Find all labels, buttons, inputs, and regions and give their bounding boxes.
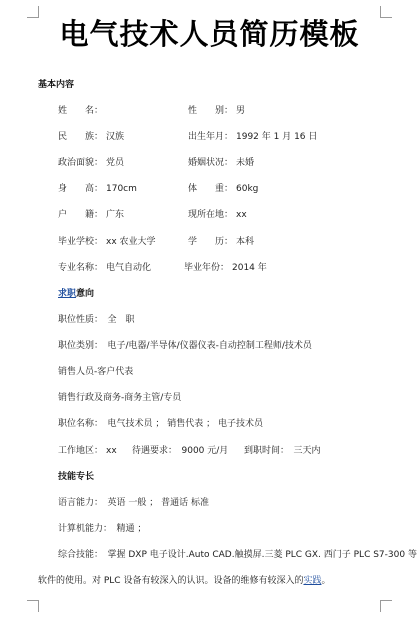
job-intent-heading-link[interactable]: 求职 [58, 289, 77, 299]
page-corner-mark-bottom-left [27, 600, 39, 612]
page-corner-mark-bottom-right [380, 600, 392, 612]
skill-overall-line-1: 综合技能： 掌握 DXP 电子设计.Auto CAD.触摸屏.三菱 PLC GX. 西门子 PLC S7-300 等 [58, 550, 417, 560]
label-education: 学 历： [188, 237, 234, 247]
job-category-sales-rep: 销售人员-客户代表 [58, 367, 134, 377]
label-household-registration: 户 籍： [58, 210, 104, 220]
value-household-registration: 广东 [106, 210, 125, 220]
section-heading-job-intent [58, 288, 94, 300]
label-birth-date: 出生年月： [188, 132, 234, 142]
work-area-value: xx [106, 446, 117, 456]
label-gender: 性 别： [188, 106, 234, 116]
skill-overall-end: 。 [321, 576, 331, 586]
job-nature: 职位性质： 全 职 [58, 315, 135, 325]
value-marital-status: 未婚 [236, 158, 255, 168]
salary-requirement: 待遇要求： 9000 元/月 [132, 446, 229, 456]
skill-overall-text: 软件的使用。对 PLC 设备有较深入的认识。设备的维修有较深入的 [38, 576, 304, 586]
label-weight: 体 重： [188, 184, 234, 194]
work-area-label: 工作地区： [58, 446, 104, 456]
value-major: 电气自动化 [106, 263, 152, 273]
value-political-status: 党员 [106, 158, 125, 168]
value-current-location: xx [236, 210, 247, 220]
label-political-status: 政治面貌： [58, 158, 104, 168]
available-start: 到职时间： 三天内 [244, 446, 321, 456]
job-intent-heading-rest: 意向 [76, 289, 95, 299]
label-height: 身 高： [58, 184, 104, 194]
skill-overall-line-2 [38, 575, 330, 587]
label-school: 毕业学校： [58, 237, 104, 247]
job-position-names: 职位名称： 电气技术员 ； 销售代表 ； 电子技术员 [58, 419, 263, 429]
value-gender: 男 [236, 106, 246, 116]
value-birth-date: 1992 年 1 月 16 日 [236, 132, 318, 142]
job-category-sales-admin: 销售行政及商务-商务主管/专员 [58, 393, 182, 403]
label-name: 姓 名： [58, 106, 104, 116]
skill-computer: 计算机能力： 精通 ； [58, 524, 147, 534]
value-education: 本科 [236, 237, 255, 247]
section-heading-skills: 技能专长 [58, 472, 95, 482]
value-graduation-year: 2014 年 [232, 263, 267, 273]
label-graduation-year: 毕业年份： [184, 263, 230, 273]
value-height: 170cm [106, 184, 137, 194]
label-marital-status: 婚姻状况： [188, 158, 234, 168]
skill-language: 语言能力： 英语 一般 ； 普通话 标准 [58, 498, 209, 508]
document-title: 电气技术人员简历模板 [59, 17, 360, 51]
value-school: xx 农业大学 [106, 237, 156, 247]
job-category: 职位类别： 电子/电器/半导体/仪器仪表-自动控制工程师/技术员 [58, 341, 312, 351]
value-weight: 60kg [236, 184, 259, 194]
label-ethnicity: 民 族： [58, 132, 104, 142]
label-current-location: 现所在地： [188, 210, 234, 220]
value-ethnicity: 汉族 [106, 132, 125, 142]
label-major: 专业名称： [58, 263, 104, 273]
section-heading-basic: 基本内容 [38, 80, 75, 90]
practice-link[interactable]: 实践 [303, 576, 322, 586]
